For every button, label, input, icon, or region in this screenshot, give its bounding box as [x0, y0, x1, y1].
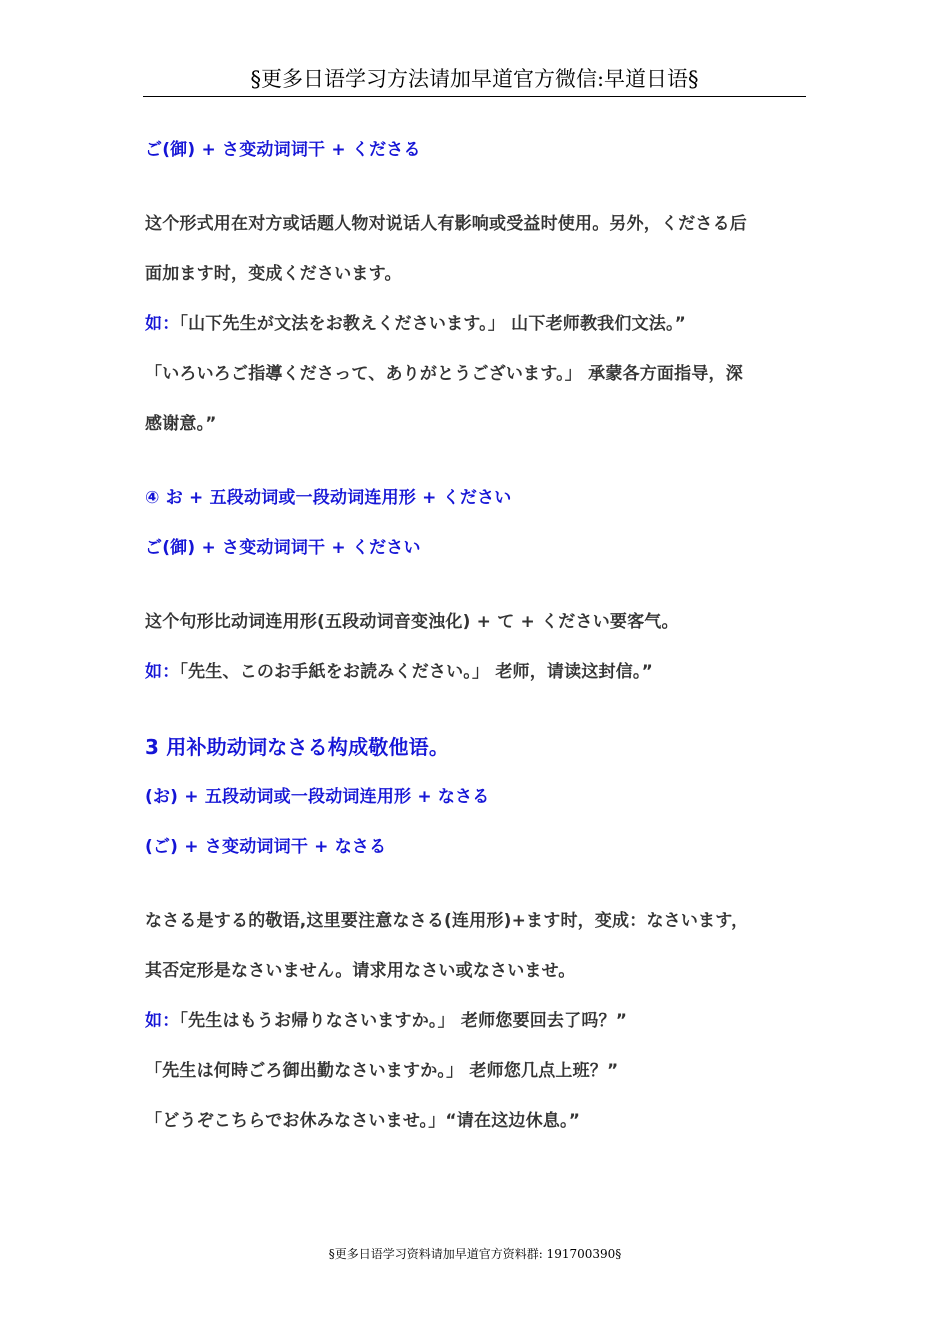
example-text: 「先生はもうお帰りなさいますか。」 老师您要回去了吗？” [179, 1011, 628, 1031]
example-prefix: 如： [145, 662, 180, 682]
example-line-2: 「いろいろご指導くださって、ありがとうございます。」 承蒙各方面指导，深 [145, 364, 743, 384]
pattern-line-go-kudasaru: ご(御) + さ变动词词干 + くださる [145, 140, 421, 160]
page-header: §更多日语学习方法请加早道官方微信:早道日语§ [143, 62, 806, 97]
pattern-line-o-kudasai: ④ お + 五段动词或一段动词连用形 + ください [145, 488, 512, 508]
explanation-line-4: なさる是する的敬语,这里要注意なさる(连用形)+ます时，变成：なさいます， [145, 911, 749, 931]
example-line-1 [145, 312, 807, 336]
pattern-line-go-nasaru: (ご) + さ变动词词干 + なさる [145, 837, 387, 857]
example-prefix: 如： [145, 1011, 180, 1031]
explanation-line-3: 这个句形比动词连用形(五段动词音变浊化) + て + ください要客气。 [145, 612, 679, 632]
page-footer: §更多日语学习资料请加早道官方资料群: 191700390§ [328, 1247, 622, 1261]
example-text: 「山下先生が文法をお教えくださいます。」 山下老师教我们文法。” [179, 314, 687, 334]
example-prefix: 如： [145, 314, 180, 334]
example-line-5 [145, 1009, 807, 1033]
pattern-line-o-nasaru: (お) + 五段动词或一段动词连用形 + なさる [145, 787, 490, 807]
explanation-line-1: 这个形式用在对方或话题人物对说话人有影响或受益时使用。另外，くださる后 [145, 214, 747, 234]
explanation-line-2: 面加ます时，变成くださいます。 [145, 264, 402, 284]
pattern-line-go-kudasai: ご(御) + さ变动词词干 + ください [145, 538, 421, 558]
section-heading-nasaru: 3 用补助动词なさる构成敬他语。 [145, 735, 450, 759]
example-line-7: 「どうぞこちらでお休みなさいませ。」“请在这边休息。” [145, 1111, 581, 1131]
example-line-6: 「先生は何時ごろ御出勤なさいますか。」 老师您几点上班？” [145, 1061, 619, 1081]
example-line-3: 感谢意。” [145, 414, 217, 434]
explanation-line-5: 其否定形是なさいません。请求用なさい或なさいませ。 [145, 961, 576, 981]
example-text: 「先生、このお手紙をお読みください。」 老师，请读这封信。” [179, 662, 653, 682]
example-line-4 [145, 660, 807, 684]
